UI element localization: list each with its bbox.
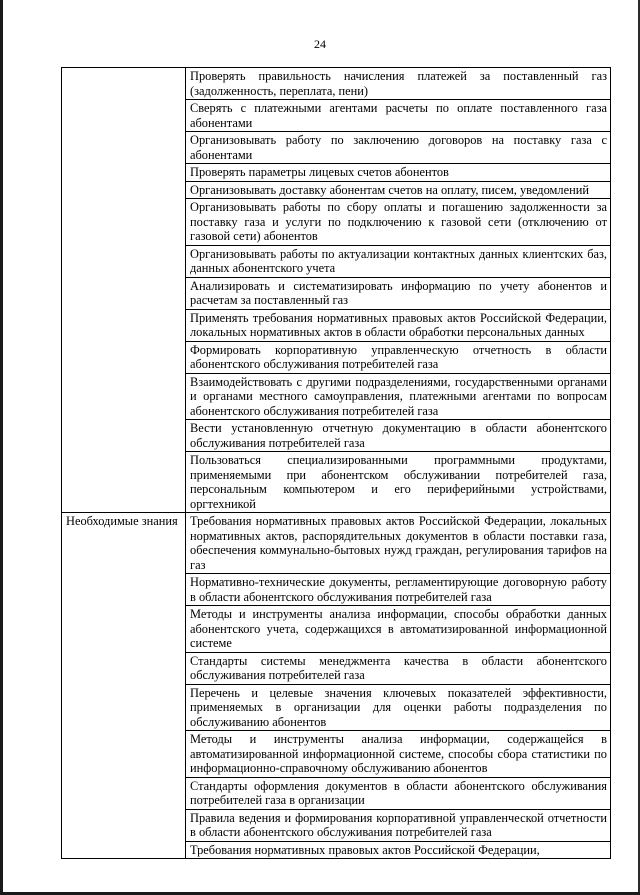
- requirement-cell: Сверять с платежными агентами расчеты по оплате поставленного газа абонентами: [186, 100, 611, 132]
- requirement-cell: Анализировать и систематизировать информацию по учету абонентов и расчетам за поставленный газ: [186, 277, 611, 309]
- requirement-cell: Требования нормативных правовых актов Российской Федерации, локальных нормативных актов, распорядительных документов в области поставки газа, обеспечения коммунально-бытовых нужд граждан, регулирования тарифов на газ: [186, 513, 611, 574]
- table-row: [62, 68, 611, 100]
- requirement-cell: Организовывать доставку абонентам счетов на оплату, писем, уведомлений: [186, 181, 611, 199]
- requirement-cell: Нормативно-технические документы, регламентирующие договорную работу в области абонентского обслуживания потребителей газа: [186, 574, 611, 606]
- section-category-cell: Необходимые знания: [62, 513, 186, 859]
- requirements-table: [61, 67, 611, 859]
- requirement-cell: Стандарты оформления документов в области абонентского обслуживания потребителей газа в организации: [186, 777, 611, 809]
- requirement-cell: Вести установленную отчетную документацию в области абонентского обслуживания потребителей газа: [186, 420, 611, 452]
- requirement-cell: Пользоваться специализированными программными продуктами, применяемыми при абонентском обслуживании потребителей газа, персональным компьютером и его периферийными устройствами, оргтехникой: [186, 452, 611, 513]
- table-row: [62, 513, 611, 574]
- requirement-cell: Перечень и целевые значения ключевых показателей эффективности, применяемых в организации для оценки работы подразделения по обслуживанию абонентов: [186, 684, 611, 731]
- requirement-cell: Требования нормативных правовых актов Российской Федерации,: [186, 841, 611, 859]
- table-body: [62, 68, 611, 859]
- requirement-cell: Проверять параметры лицевых счетов абонентов: [186, 164, 611, 182]
- requirement-cell: Стандарты системы менеджмента качества в области абонентского обслуживания потребителей газа: [186, 652, 611, 684]
- requirement-cell: Организовывать работу по заключению договоров на поставку газа с абонентами: [186, 132, 611, 164]
- requirement-cell: Правила ведения и формирования корпоративной управленческой отчетности в области абонентского обслуживания потребителей газа: [186, 809, 611, 841]
- requirement-cell: Применять требования нормативных правовых актов Российской Федерации, локальных нормативных актов в области обработки персональных данных: [186, 309, 611, 341]
- scan-edge-left: [0, 0, 3, 895]
- requirement-cell: Организовывать работы по сбору оплаты и погашению задолженности за поставку газа и услуги по подключению к газовой сети (отключению от газовой сети) абонентов: [186, 199, 611, 246]
- requirement-cell: Формировать корпоративную управленческую отчетность в области абонентского обслуживания потребителей газа: [186, 341, 611, 373]
- requirement-cell: Проверять правильность начисления платежей за поставленный газ (задолженность, переплата, пени): [186, 68, 611, 100]
- requirement-cell: Методы и инструменты анализа информации, содержащейся в автоматизированной информационной системе, способы сбора статистики по информационно-справочному обслуживанию абонентов: [186, 731, 611, 778]
- page-number: 24: [314, 37, 326, 51]
- requirement-cell: Взаимодействовать с другими подразделениями, государственными органами и органами местного самоуправления, платежными агентами по вопросам абонентского обслуживания потребителей газа: [186, 373, 611, 420]
- section-category-cell: [62, 68, 186, 513]
- requirement-cell: Методы и инструменты анализа информации, способы обработки данных абонентского учета, содержащихся в автоматизированной информационной системе: [186, 606, 611, 653]
- requirement-cell: Организовывать работы по актуализации контактных данных клиентских баз, данных абонентского учета: [186, 245, 611, 277]
